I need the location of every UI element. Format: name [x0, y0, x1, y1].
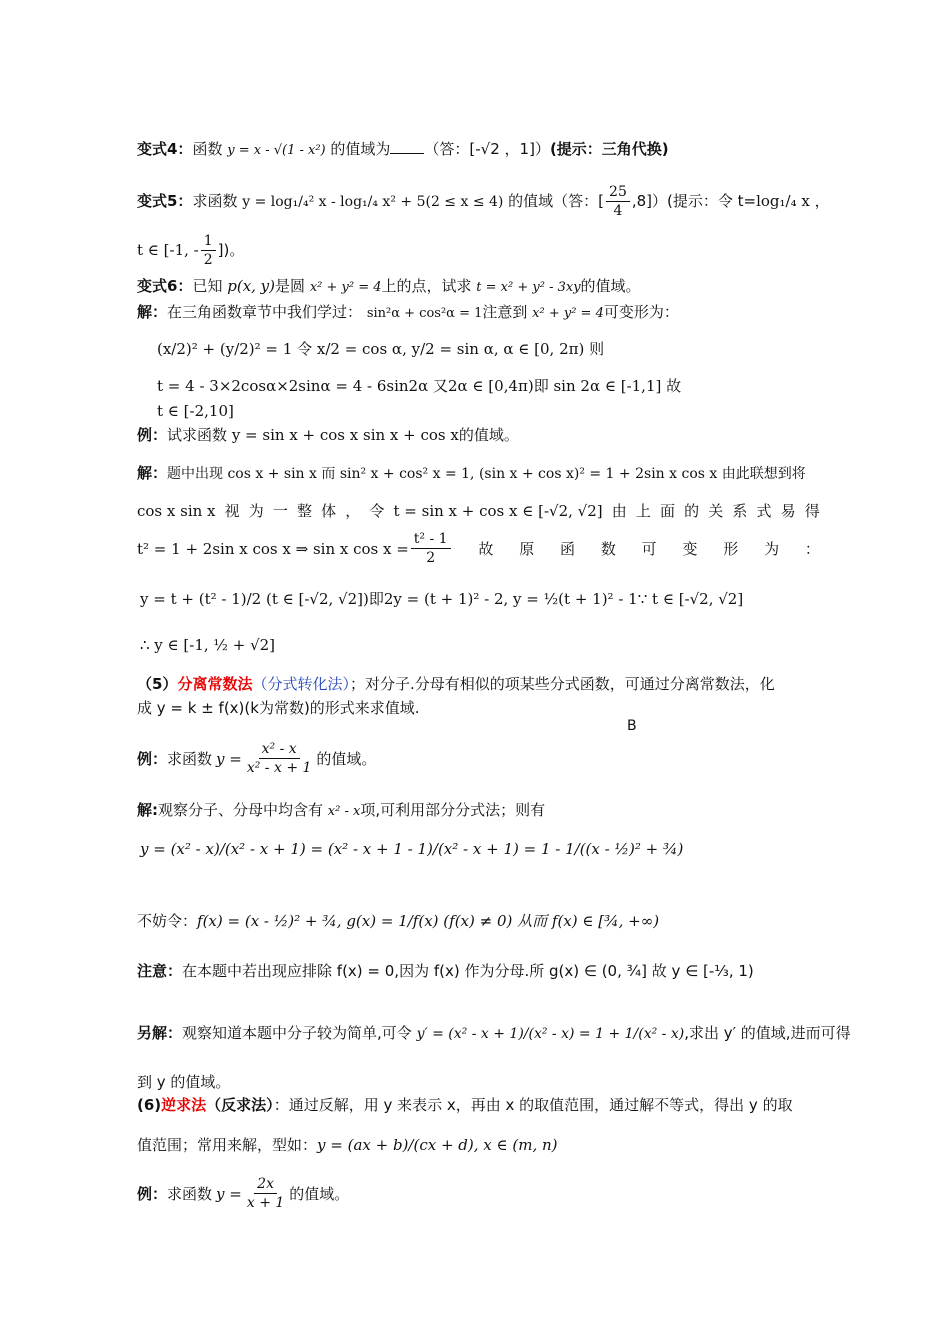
solution-2-line4: y = t + (t² - 1)/2 (t ∈ [-√2, √2])即2y = (t + 1)² - 2, y = ½(t + 1)² - 1∵ t ∈ [-√2, √2]	[140, 590, 744, 608]
solution-3-equation: y = (x² - x)/(x² - x + 1) = (x² - x + 1 - 1)/(x² - x + 1) = 1 - 1/((x - ½)² + ¾)	[140, 840, 684, 858]
section-5-line2: 成 y = k ± f(x)(k为常数)的形式来求值域.	[137, 699, 420, 717]
variant-5: 变式5：求函数 y = log₁/₄² x - log₁/₄ x² + 5(2 ≤ x ≤ 4) 的值域（答：[ $\frac{25}{4}$ ,8]）(提示：令 t=log₁/₄ x ，	[137, 184, 830, 219]
solution-1: 解：在三角函数章节中我们学过： sin²α + cos²α = 1注意到 x² + y² = 4可变形为：	[137, 303, 679, 321]
solution-2-line5: ∴ y ∈ [-1, ½ + √2]	[140, 636, 276, 654]
variant-4-formula: y = x - √(1 - x²)	[227, 143, 326, 158]
variant-5-label: 变式5：	[137, 192, 193, 210]
variant-5-line2: t ∈ [-1, - $\frac{1}{2}$ ])。	[137, 233, 245, 268]
answer-blank	[390, 139, 424, 154]
solution-1-line2: (x/2)² + (y/2)² = 1 令 x/2 = cos α, y/2 = sin α, α ∈ [0, 2π) 则	[157, 340, 605, 358]
section-5-mark: B	[627, 718, 637, 734]
alternative-solution: 另解：观察知道本题中分子较为简单,可令 y′ = (x² - x + 1)/(x² - x) = 1 + 1/(x² - x),求出 y′ 的值域,进而可得	[137, 1024, 851, 1042]
section-6-title: 逆求法	[161, 1096, 207, 1114]
solution-1-line3: t = 4 - 3×2cosα×2sinα = 4 - 6sin2α 又2α ∈ [0,4π)即 sin 2α ∈ [-1,1] 故	[157, 377, 682, 395]
solution-2: 解：题中出现 cos x + sin x 而 sin² x + cos² x = 1, (sin x + cos x)² = 1 + 2sin x cos x 由此联想到将	[137, 464, 806, 482]
example-3: 例： 求函数 y = $\frac{2x}{x + 1}$ 的值域。	[137, 1176, 350, 1211]
section-5-title: 分离常数法	[177, 675, 253, 693]
example-2: 例： 求函数 y = $\frac{\text{x² - x}}{\text{x² - x + 1}}$ 的值域。	[137, 741, 377, 776]
variant-6-label: 变式6：	[137, 277, 193, 295]
note: 注意：在本题中若出现应排除 f(x) = 0,因为 f(x) 作为分母.所 g(x) ∈ (0, ¾] 故 y ∈ [-⅓, 1)	[137, 962, 754, 980]
variant-4-label: 变式4：	[137, 140, 193, 158]
section-6: (6)逆求法（反求法）：通过反解，用 y 来表示 x，再由 x 的取值范围，通过解不等式，得出 y 的取	[137, 1096, 793, 1114]
solution-3-let: 不妨令：f(x) = (x - ½)² + ¾, g(x) = 1/f(x) (f(x) ≠ 0) 从而 f(x) ∈ [¾, +∞)	[137, 912, 660, 930]
variant-6: 变式6：已知 p(x, y)是圆 x² + y² = 4上的点，试求 t = x² + y² - 3xy的值域。	[137, 277, 641, 295]
example-1: 例：试求函数 y = sin x + cos x sin x + cos x的值域。	[137, 426, 519, 444]
variant-4: 变式4：函数 y = x - √(1 - x²) 的值域为 （答：[-√2 ，1]）(提示：三角代换)	[137, 140, 669, 158]
solution-2-line2: cos x sin x 视 为 一 整 体 ， 令 t = sin x + cos x ∈ [-√2, √2] 由 上 面 的 关 系 式 易 得	[137, 502, 820, 520]
solution-2-line3: t² = 1 + 2sin x cos x ⇒ sin x cos x = $\frac{\text{t² - 1}}{2}$ 故 原 函 数 可 变 形 为 ：	[137, 531, 820, 566]
section-6-line2: 值范围；常用来解，型如：y = (ax + b)/(cx + d), x ∈ (m, n)	[137, 1136, 558, 1154]
fraction-25-4: $\frac{25}{4}$	[606, 183, 630, 220]
alternative-solution-line2: 到 y 的值域。	[137, 1073, 231, 1091]
solution-1-line4: t ∈ [-2,10]	[157, 402, 234, 420]
variant-5-formula: y = log₁/₄² x - log₁/₄ x² + 5(2 ≤ x ≤ 4)	[242, 194, 504, 210]
section-5: （5）分离常数法（分式转化法）；对分子.分母有相似的项某些分式函数，可通过分离常数法，化	[137, 675, 775, 693]
solution-3: 解:观察分子、分母中均含有 x² - x项,可利用部分分式法；则有	[137, 801, 546, 819]
